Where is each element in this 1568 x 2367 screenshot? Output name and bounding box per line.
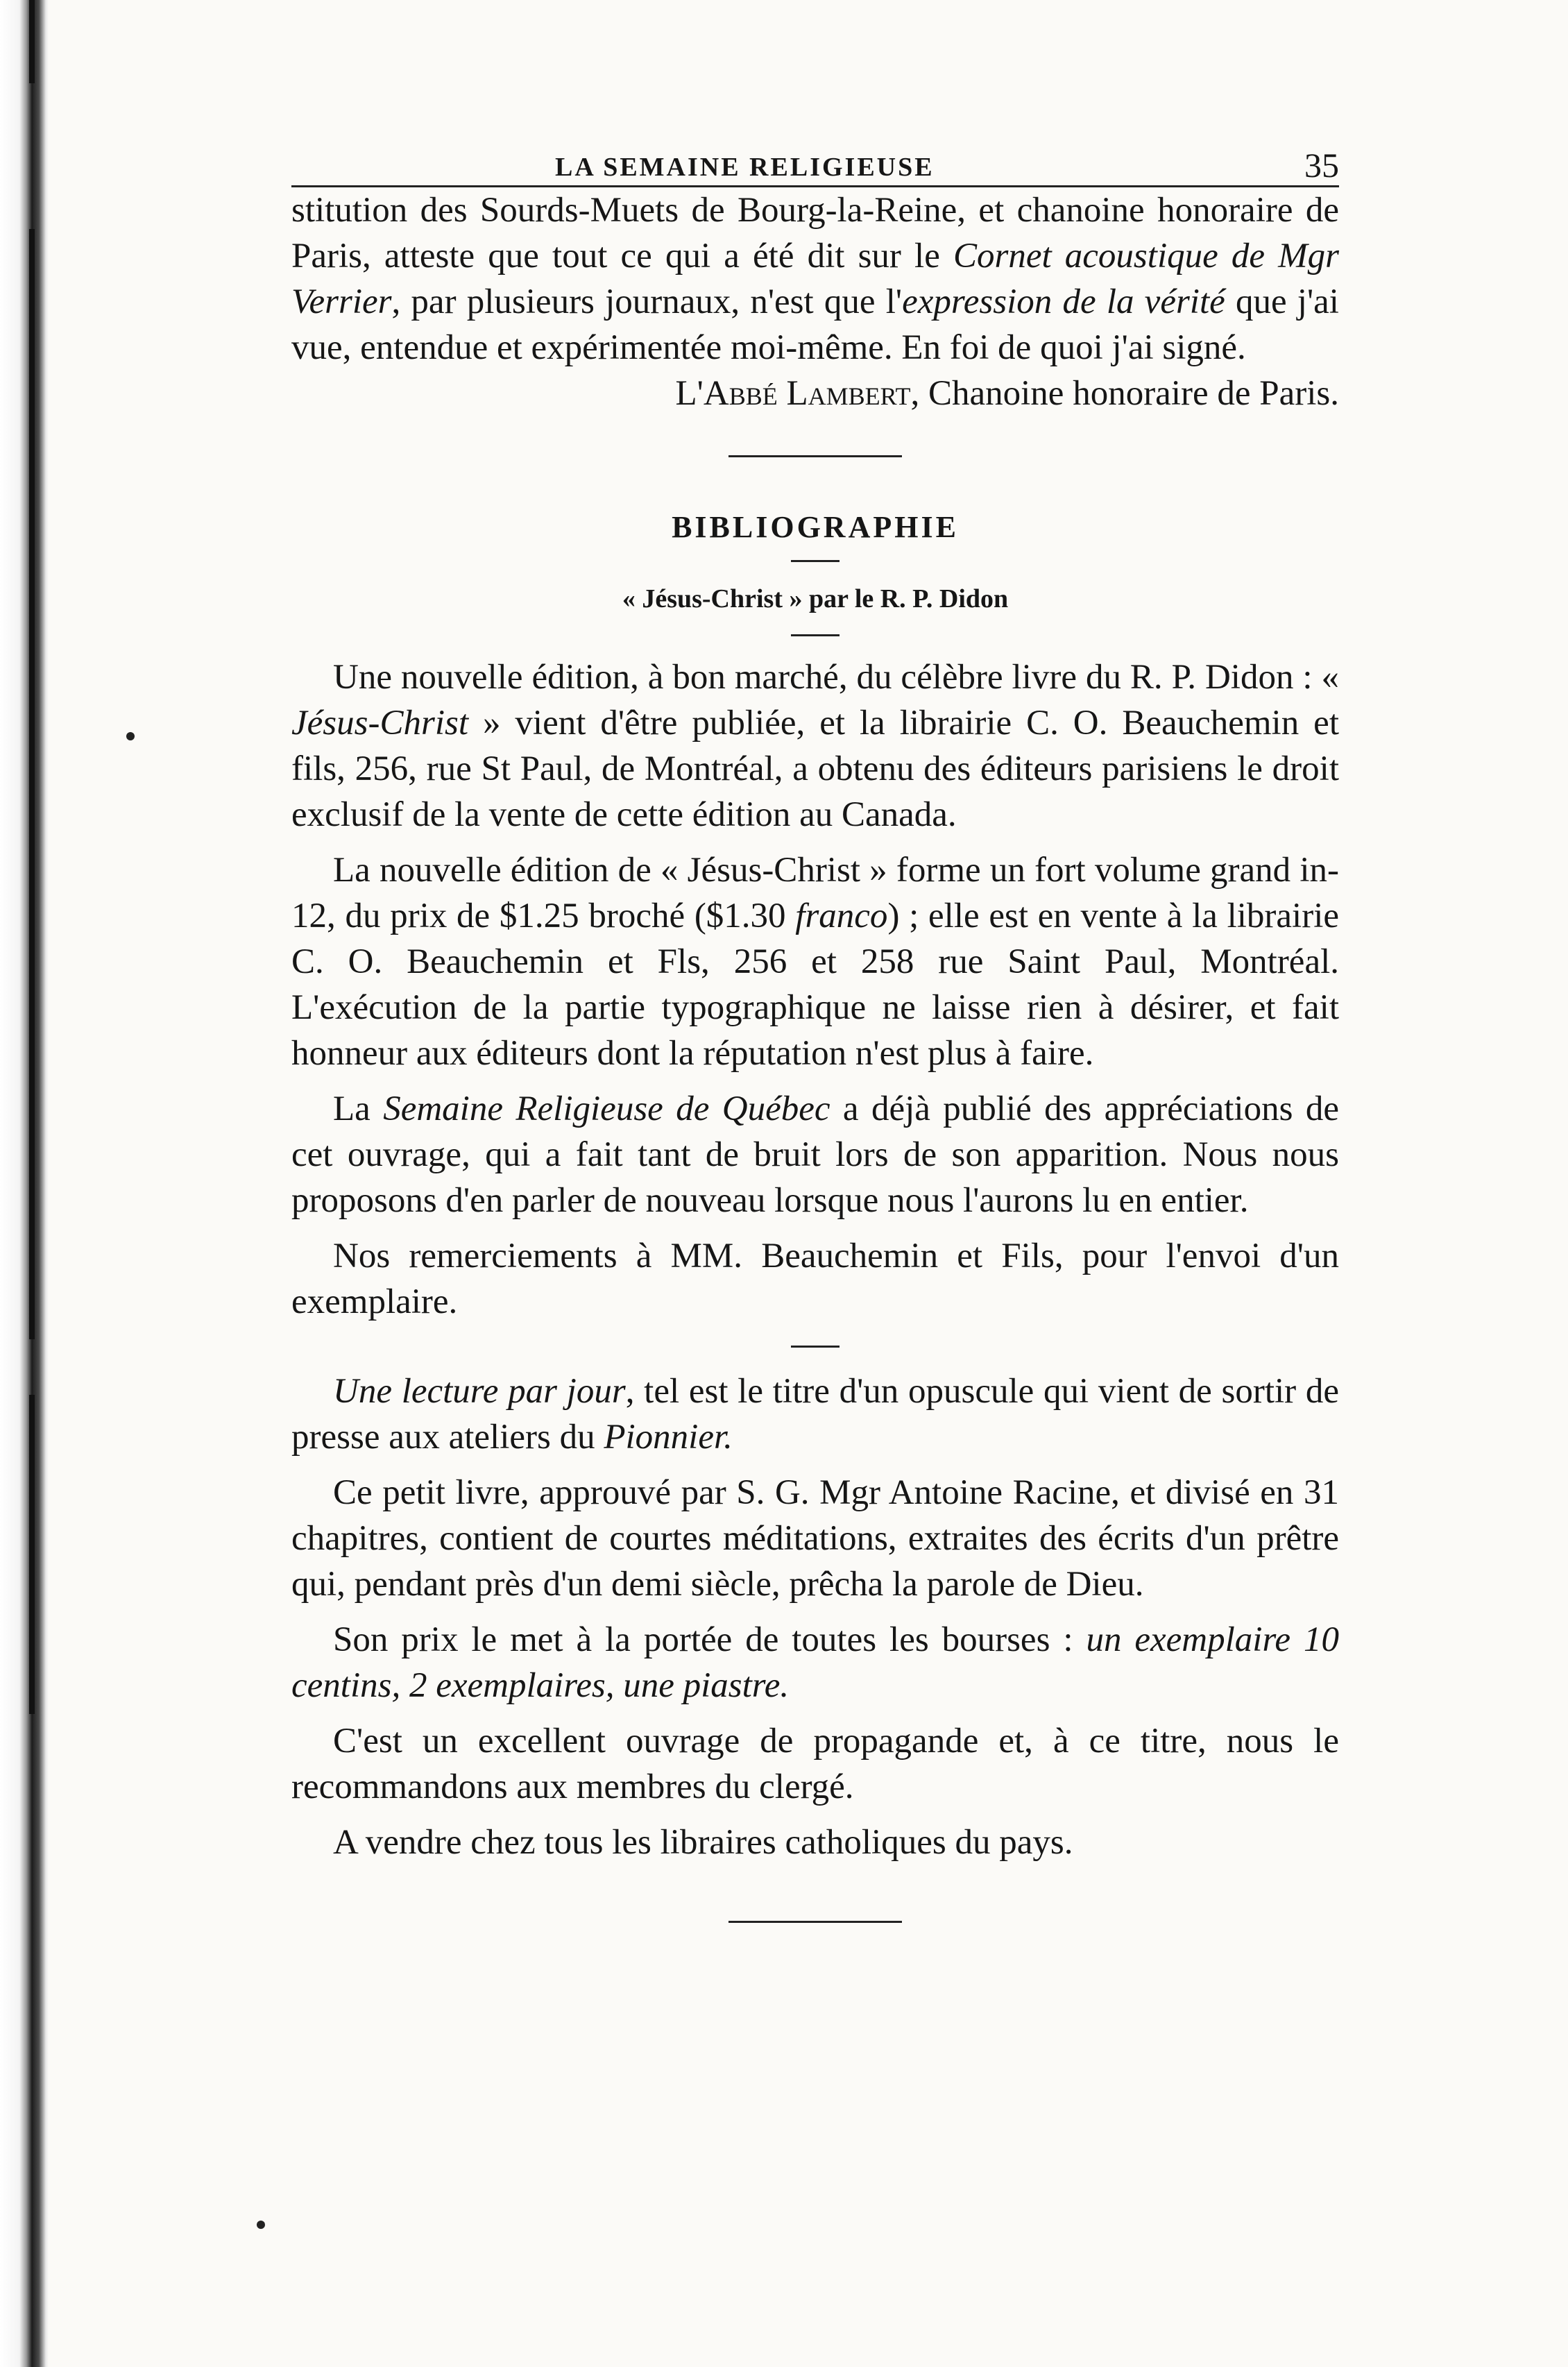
binding-mark — [29, 0, 35, 83]
stray-dot — [126, 732, 135, 740]
subtitle: « Jésus-Christ » par le R. P. Didon — [622, 584, 1009, 613]
text-run-italic: franco — [795, 897, 888, 935]
text-run-italic: expression de la vérité — [902, 282, 1225, 321]
text-run: , par plusieurs journaux, n'est que l' — [391, 282, 903, 321]
paragraph: C'est un excellent ouvrage de propagande et, à ce titre, nous le recommandons aux membres du clergé. — [291, 1722, 1339, 1806]
text-run-italic: Cornet acoustique de Mgr Verrier — [291, 237, 1339, 321]
end-rule — [728, 1921, 902, 1923]
stray-dot — [257, 2221, 265, 2229]
text-run-italic: Semaine Religieuse de Québec — [383, 1089, 830, 1128]
short-rule — [791, 560, 840, 562]
text-run-italic: un exemplaire 10 centins, 2 exemplaires, une piastre. — [291, 1620, 1340, 1705]
binding-mark — [29, 1395, 35, 1714]
paragraph: A vendre chez tous les libraires catholiques du pays. — [333, 1823, 1073, 1862]
text-run: Son prix le met à la portée de toutes les bourses : — [333, 1620, 1086, 1659]
paragraph-testimony — [291, 187, 1339, 371]
paragraph — [291, 1617, 1339, 1708]
paragraph — [291, 654, 1339, 838]
binding-mark — [29, 229, 35, 1339]
text-run: Une nouvelle édition, à bon marché, du célèbre livre du R. P. Didon : « — [333, 658, 1339, 697]
text-run-italic: Jésus-Christ — [291, 704, 468, 743]
paragraph — [291, 1368, 1339, 1460]
signature — [291, 371, 1339, 416]
text-run: ) ; elle est en vente à la librairie C. O. Beauchemin et Fls, 256 et 258 rue Saint Paul, Montréal. L'exécution de la partie typographique ne laisse rien à désirer, et fait honneur aux éditeurs dont la réputation n'est plus à faire. — [291, 897, 1339, 1073]
paragraph — [291, 1086, 1339, 1223]
text-run: » vient d'être publiée, et la librairie C. O. Beauchemin et fils, 256, rue St Paul, de Montréal, a obtenu des éditeurs parisiens le droit exclusif de la vente de cette édition au Canada. — [291, 704, 1339, 834]
short-rule — [791, 1346, 840, 1348]
text-run-italic: Une lecture par jour — [333, 1372, 626, 1411]
section-title: BIBLIOGRAPHIE — [672, 510, 959, 544]
signature-name: L'Abbé Lambert — [675, 374, 911, 413]
page — [291, 135, 1339, 1923]
running-title: LA SEMAINE RELIGIEUSE — [555, 153, 935, 182]
signature-title: , Chanoine honoraire de Paris. — [910, 374, 1339, 413]
section-rule — [728, 455, 902, 457]
paragraph: Nos remerciements à MM. Beauchemin et Fils, pour l'envoi d'un exemplaire. — [291, 1237, 1339, 1321]
text-run: stitution des Sourds-Muets de Bourg-la-Reine, et chanoine honoraire de Paris, atteste que tout ce qui a été dit sur le — [291, 191, 1339, 275]
binding-edge — [0, 0, 49, 2367]
page-number: 35 — [1304, 146, 1339, 185]
running-header — [291, 135, 1339, 184]
paragraph — [291, 847, 1339, 1076]
short-rule — [791, 634, 840, 636]
text-run: , tel est le titre d'un opuscule qui vient de sortir de presse aux ateliers du — [291, 1372, 1339, 1457]
text-run: a déjà publié des appréciations de cet ouvrage, qui a fait tant de bruit lors de son apparition. Nous nous proposons d'en parler de nouveau lorsque nous l'aurons lu en entier. — [291, 1089, 1339, 1220]
text-run: que j'ai vue, entendue et expérimentée moi-même. En foi de quoi j'ai signé. — [291, 282, 1339, 367]
text-run: La — [333, 1089, 384, 1128]
paragraph: Ce petit livre, approuvé par S. G. Mgr Antoine Racine, et divisé en 31 chapitres, contient de courtes méditations, extraites des écrits d'un prêtre qui, pendant près d'un demi siècle, prêcha la parole de Dieu. — [291, 1473, 1339, 1604]
text-run: La nouvelle édition de « Jésus-Christ » forme un fort volume grand in-12, du prix de $1.25 broché ($1.30 — [291, 851, 1339, 935]
article-body — [291, 187, 1339, 1923]
text-run-italic: Pionnier. — [604, 1418, 733, 1457]
